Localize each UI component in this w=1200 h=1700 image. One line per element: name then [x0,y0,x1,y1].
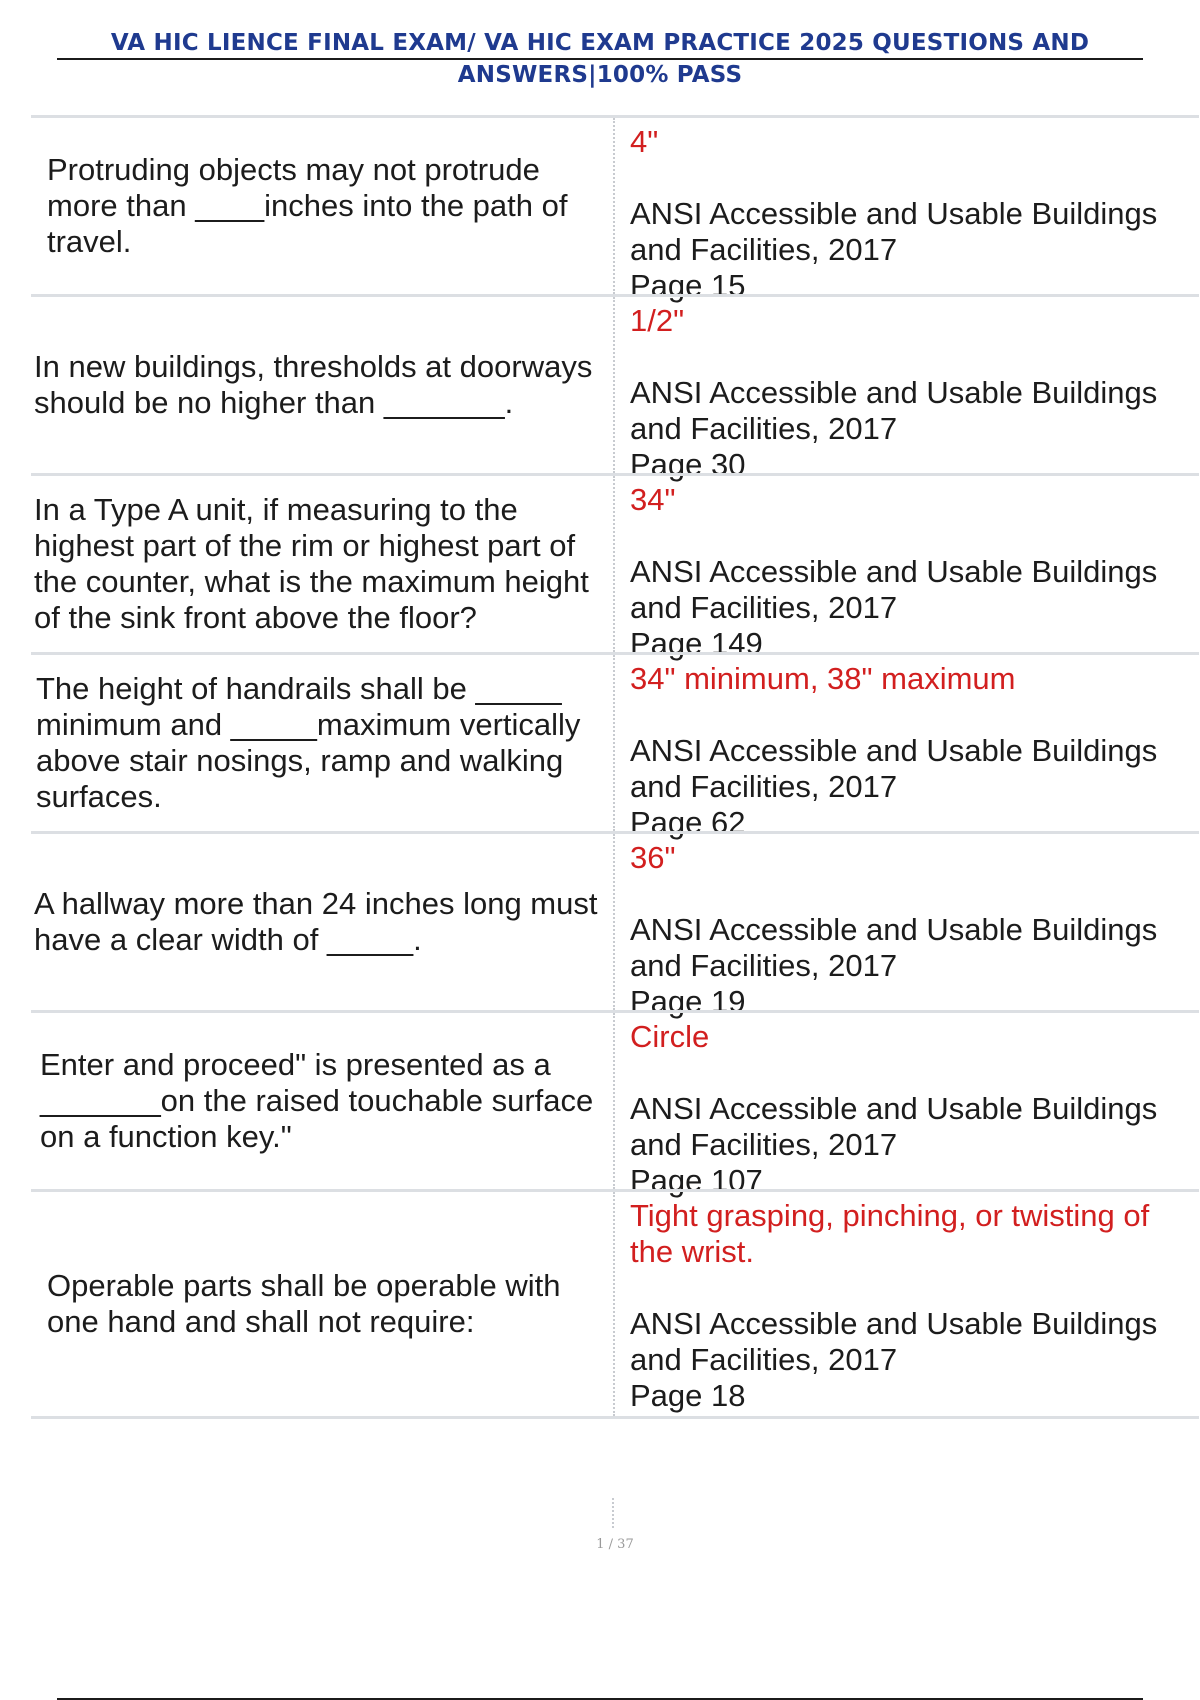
qa-table [31,115,1199,1419]
source-text: ANSI Accessible and Usable Buildings and Facilities, 2017 [630,733,1158,804]
source-text: ANSI Accessible and Usable Buildings and Facilities, 2017 [630,375,1158,446]
answer-cell [613,1013,1199,1198]
source-page: Page 62 [630,805,746,840]
question-text: Protruding objects may not protrude more than ____inches into the path of travel. [47,152,568,259]
title-line-1: VA HIC LIENCE FINAL EXAM/ VA HIC EXAM PRACTICE 2025 QUESTIONS AND [57,28,1143,60]
question-text: A hallway more than 24 inches long must have a clear width of _____. [34,886,598,957]
question-text: In a Type A unit, if measuring to the highest part of the rim or highest part of the counter, what is the maximum height of the sink front above the floor? [34,492,589,635]
question-cell [31,834,613,1010]
answer-text: 34" minimum, 38" maximum [630,661,1016,696]
qa-row [31,115,1199,303]
document-title [57,28,1143,90]
question-cell [31,655,613,831]
answer-text: 34" [630,482,676,517]
answer-text: Circle [630,1019,710,1054]
source-page: Page 30 [630,447,746,482]
question-cell [31,476,613,652]
question-cell [31,1192,613,1416]
answer-cell [613,476,1199,661]
question-text: In new buildings, thresholds at doorways should be no higher than _______. [34,349,593,420]
page-number: 1 / 37 [596,1537,634,1552]
question-text: Operable parts shall be operable with one hand and shall not require: [47,1268,561,1339]
answer-text: 4" [630,124,659,159]
source-page: Page 19 [630,984,746,1019]
source-text: ANSI Accessible and Usable Buildings and Facilities, 2017 [630,1306,1158,1377]
source-page: Page 107 [630,1163,763,1198]
source-text: ANSI Accessible and Usable Buildings and Facilities, 2017 [630,912,1158,983]
source-page: Page 18 [630,1378,746,1413]
qa-row [31,473,1199,661]
answer-cell [613,655,1199,840]
question-cell [31,297,613,473]
answer-cell [613,118,1199,303]
answer-text: Tight grasping, pinching, or twisting of the wrist. [630,1198,1150,1269]
source-page: Page 15 [630,268,746,303]
qa-row [31,652,1199,840]
answer-text: 1/2" [630,303,685,338]
qa-row [31,831,1199,1019]
column-divider-tail [612,1498,614,1528]
answer-cell [613,834,1199,1019]
source-text: ANSI Accessible and Usable Buildings and Facilities, 2017 [630,1091,1158,1162]
answer-cell [613,1192,1199,1416]
qa-row [31,1189,1199,1419]
qa-row [31,1010,1199,1198]
source-page: Page 149 [630,626,763,661]
source-text: ANSI Accessible and Usable Buildings and Facilities, 2017 [630,554,1158,625]
question-text: Enter and proceed" is presented as a _______on the raised touchable surface on a function key." [40,1047,594,1154]
question-cell [31,1013,613,1189]
source-text: ANSI Accessible and Usable Buildings and Facilities, 2017 [630,196,1158,267]
question-text: The height of handrails shall be _____ minimum and _____maximum vertically above stair nosings, ramp and walking surfaces. [36,671,581,814]
answer-cell [613,297,1199,482]
answer-text: 36" [630,840,676,875]
qa-row [31,294,1199,482]
title-line-2: ANSWERS|100% PASS [457,62,743,88]
question-cell [31,118,613,294]
